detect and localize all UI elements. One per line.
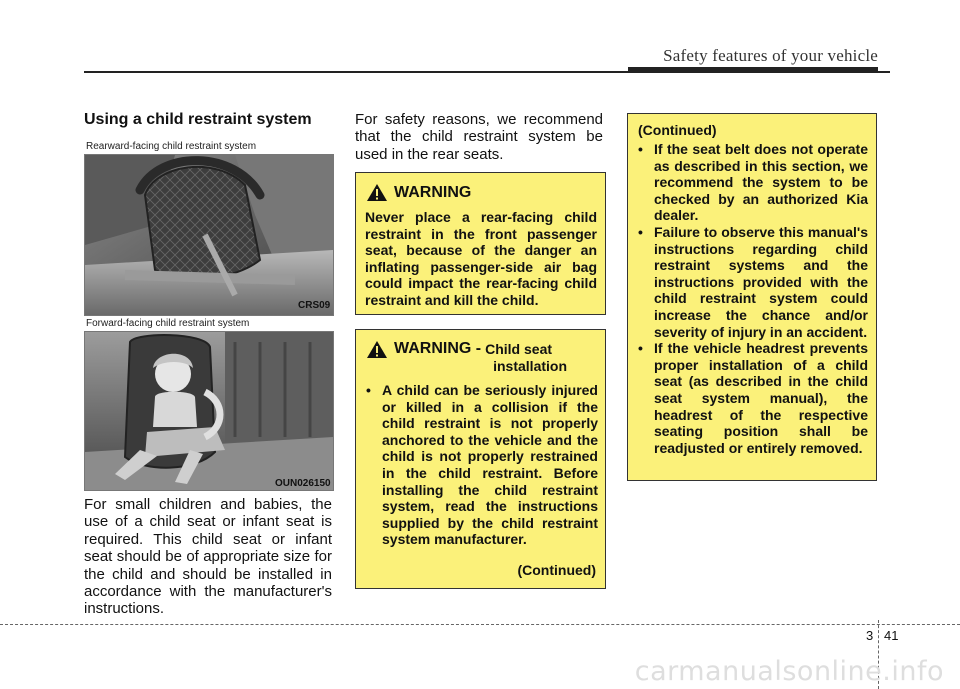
warning-box-child-seat-installation bbox=[355, 329, 606, 589]
continued-bullet: • If the vehicle headrest prevents proper installation of a child seat (as described in the child seat system manual), the headrest of the respective seating position shall be readjusted or entirely removed. bbox=[634, 340, 868, 456]
footer-rule bbox=[0, 624, 960, 625]
warning-triangle-icon bbox=[366, 340, 388, 359]
warning-heading bbox=[366, 340, 567, 375]
warning-heading bbox=[366, 183, 471, 202]
continued-bullet: • Failure to observe this manual's instructions regarding child restraint systems and the instructions provided with the child restraint system could increase the chance and/or severity of injury in an accident. bbox=[634, 224, 868, 340]
header-rule-accent bbox=[628, 67, 878, 73]
warning-subtitle-line2: installation bbox=[493, 358, 568, 374]
watermark: carmanualsonline.info bbox=[634, 656, 944, 687]
warning-title: WARNING - bbox=[394, 340, 482, 357]
image1-label: Rearward-facing child restraint system bbox=[86, 141, 257, 152]
forward-facing-seat-photo bbox=[84, 331, 334, 491]
warning-text: Never place a rear-facing child restraint in the front passenger seat, because of the danger an inflating passenger-side air bag could impact the rear-facing child restraint and kill the child. bbox=[365, 209, 597, 308]
warning-title: WARNING bbox=[394, 183, 472, 201]
continued-bullet: • If the seat belt does not operate as described in this section, we recommend the system to be checked by an authorized Kia dealer. bbox=[634, 141, 868, 224]
rear-seat-paragraph: For safety reasons, we recommend that the child restraint system be used in the rear seats. bbox=[355, 111, 603, 163]
header-section-title: Safety features of your vehicle bbox=[663, 46, 878, 65]
continued-bullet-list bbox=[634, 141, 868, 456]
section-heading: Using a child restraint system bbox=[84, 111, 312, 128]
warning-bullet-list bbox=[362, 382, 598, 548]
continued-marker: (Continued) bbox=[517, 562, 596, 578]
forward-facing-seat-illustration bbox=[85, 332, 333, 490]
warning-subtitle-line1: Child seat bbox=[485, 341, 553, 357]
rear-facing-seat-illustration bbox=[85, 155, 333, 315]
chapter-number: 3 bbox=[866, 628, 874, 643]
warning-box-front-seat bbox=[355, 172, 606, 315]
page-number: 41 bbox=[884, 628, 899, 643]
intro-paragraph: For small children and babies, the use of a child seat or infant seat is required. This child seat or infant seat should be of appropriate size for the child and should be installed in accordance with the manufacturer's instructions. bbox=[84, 496, 332, 618]
rear-facing-seat-photo bbox=[84, 154, 334, 316]
warning-triangle-icon bbox=[366, 183, 388, 202]
image2-code: OUN026150 bbox=[275, 478, 331, 489]
warning-subtitle bbox=[485, 341, 567, 375]
continued-warning-box bbox=[627, 113, 877, 481]
image2-label: Forward-facing child restraint system bbox=[86, 318, 250, 329]
warning-bullet: • A child can be seriously injured or killed in a collision if the child restraint is not properly anchored to the vehicle and the child is not properly restrained in the child restraint. Before installing the child restraint system, read the instructions supplied by the child restraint system manufacturer. bbox=[362, 382, 598, 548]
image1-code: CRS09 bbox=[298, 300, 331, 311]
continued-label: (Continued) bbox=[638, 122, 717, 138]
